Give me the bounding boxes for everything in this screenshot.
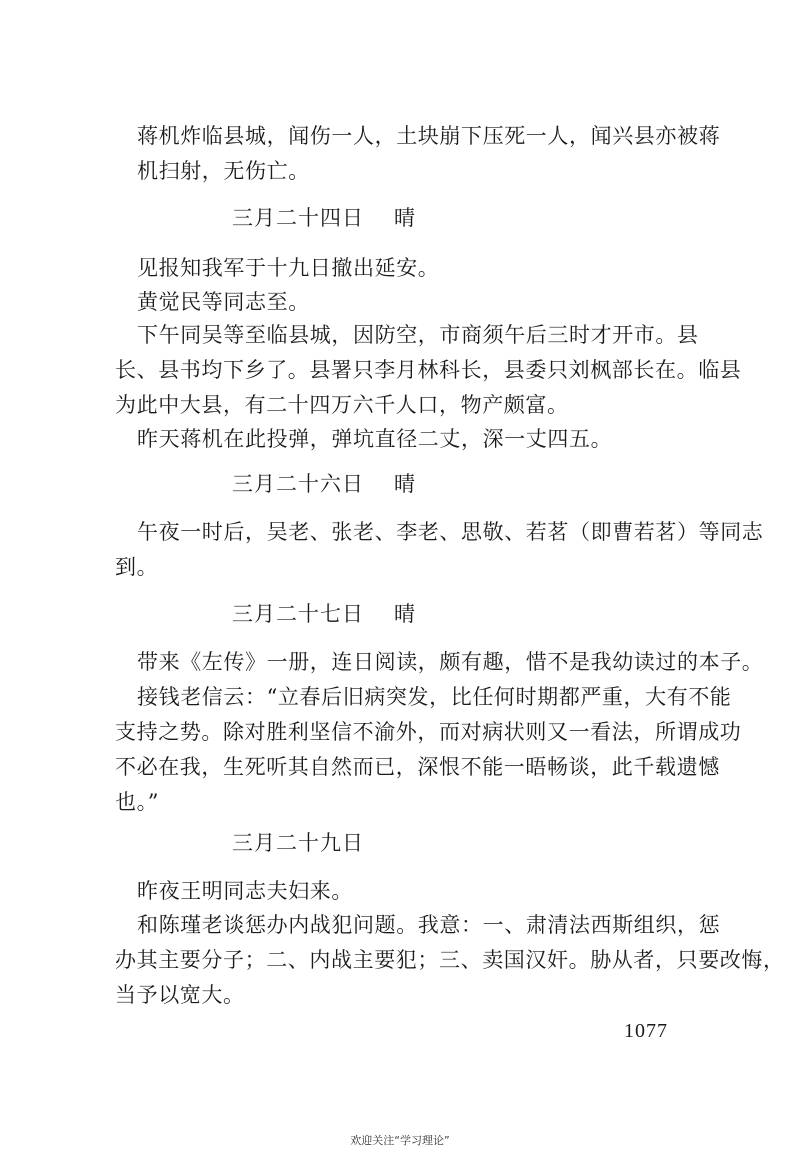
paragraph-linxian-visit [115, 318, 742, 423]
heading-date: 三月二十九日 [232, 831, 364, 855]
text-line: 午夜一时后，吴老、张老、李老、思敬、若茗（即曹若茗）等同志 [137, 520, 764, 544]
footer-watermark-text: 欢迎关注“学习理论” [350, 1134, 450, 1147]
paragraph-bomb-crater [137, 422, 667, 457]
heading-weather: 晴 [394, 206, 416, 230]
paragraph-bombing-linxian [137, 119, 721, 189]
text-line: 为此中大县，有二十四万六千人口，物产颇富。 [115, 393, 569, 417]
text-line: 不必在我，生死听其自然而已，深恨不能一晤畅谈，此千载遗憾 [115, 755, 720, 779]
text-line: 带来《左传》一册，连日阅读，颇有趣，惜不是我幼读过的本子。 [137, 650, 764, 674]
diary-date-heading-27 [232, 597, 416, 632]
text-line: 机扫射，无伤亡。 [137, 159, 310, 183]
page-number: 1077 [624, 1020, 668, 1042]
paragraph-qian-letter [115, 680, 742, 820]
paragraph-comrades-arrive [115, 515, 764, 585]
text-line: 昨天蒋机在此投弹，弹坑直径二丈，深一丈四五。 [137, 427, 613, 451]
heading-date: 三月二十四日 [232, 206, 364, 230]
text-line: 接钱老信云：“立春后旧病突发，比任何时期都严重，大有不能 [137, 685, 732, 709]
paragraph-war-criminals [115, 908, 785, 1013]
heading-weather: 晴 [394, 602, 416, 626]
text-line: 也。” [115, 790, 160, 814]
text-line: 支持之势。除对胜利坚信不渝外，而对病状则又一看法，所谓成功 [115, 720, 742, 744]
heading-date: 三月二十七日 [232, 602, 364, 626]
heading-weather: 晴 [394, 472, 416, 496]
text-line: 到。 [115, 555, 159, 579]
paragraph-zuozhuan [137, 645, 764, 680]
diary-date-heading-29 [232, 826, 364, 861]
paragraph-wang-ming [137, 874, 667, 909]
text-line: 和陈瑾老谈惩办内战犯问题。我意：一、肃清法西斯组织，惩 [137, 913, 721, 937]
diary-date-heading-24 [232, 201, 416, 236]
text-line: 蒋机炸临县城，闻伤一人，土块崩下压死一人，闻兴县亦被蒋 [137, 124, 721, 148]
text-line: 长、县书均下乡了。县署只李月林科长，县委只刘枫部长在。临县 [115, 358, 742, 382]
text-line: 当予以宽大。 [115, 983, 245, 1007]
text-line: 办其主要分子；二、内战主要犯；三、卖国汉奸。胁从者，只要改悔， [115, 948, 785, 972]
text-line: 黄觉民等同志至。 [137, 290, 310, 314]
paragraph-huang-juemin [137, 285, 667, 320]
heading-date: 三月二十六日 [232, 472, 364, 496]
paragraph-yanan [137, 251, 667, 286]
diary-date-heading-26 [232, 467, 416, 502]
text-line: 下午同吴等至临县城，因防空，市商须午后三时才开市。县 [137, 323, 699, 347]
text-line: 见报知我军于十九日撤出延安。 [137, 256, 440, 280]
text-line: 昨夜王明同志夫妇来。 [137, 879, 353, 903]
